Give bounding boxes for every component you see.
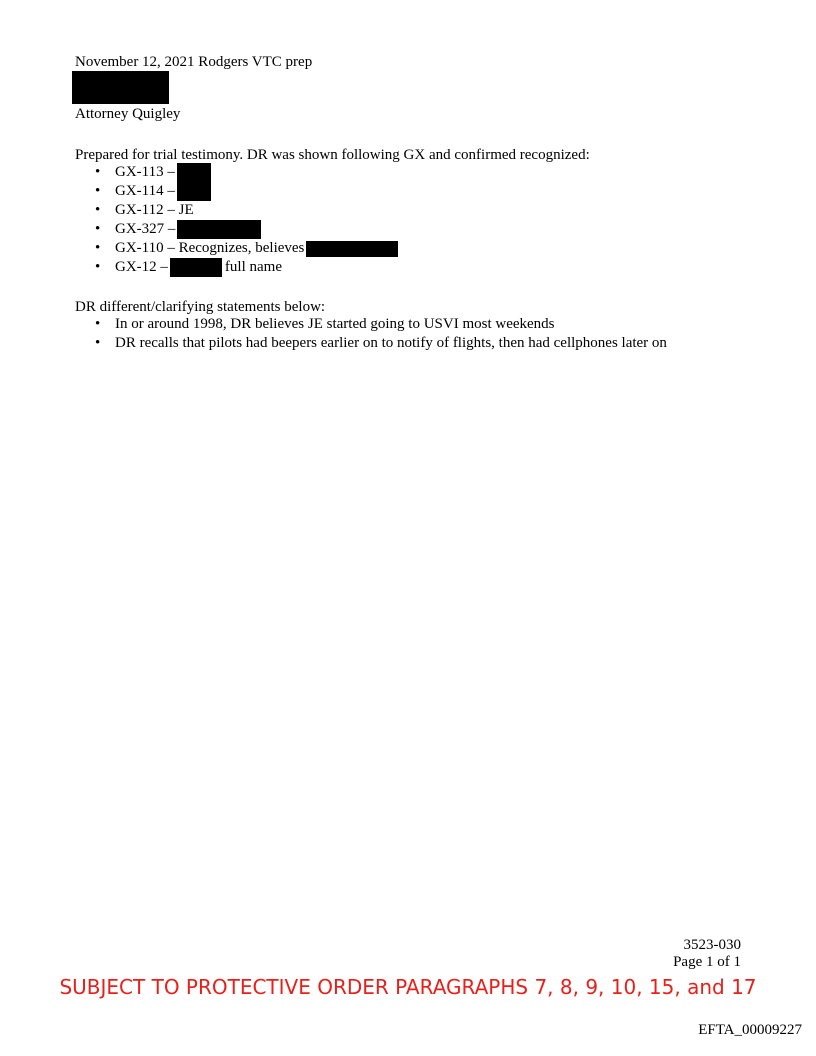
redaction-box: [72, 71, 169, 104]
footer-block: [673, 937, 741, 971]
exhibit-text: Recognizes, believes: [174, 240, 305, 256]
date-line: November 12, 2021 Rodgers VTC prep: [75, 54, 313, 70]
attendee-line: Attorney Quigley: [75, 106, 181, 122]
doc-number: 3523-030: [683, 937, 741, 953]
redaction-box: [177, 182, 211, 201]
statement-list: [75, 315, 675, 353]
list-item: [75, 201, 398, 220]
list-item: [75, 182, 398, 201]
intro-paragraph: Prepared for trial testimony. DR was shown following GX and confirmed recognized:: [75, 147, 590, 163]
bullet-icon: •: [95, 164, 101, 180]
redaction-box: [177, 220, 261, 239]
bullet-icon: •: [95, 221, 101, 237]
list-item: [75, 163, 398, 182]
redaction-box: [170, 258, 222, 277]
exhibit-text: full name: [224, 259, 282, 275]
exhibit-id: GX-114 –: [115, 183, 175, 199]
statements-heading: DR different/clarifying statements below:: [75, 299, 326, 315]
exhibit-id: GX-12 –: [115, 259, 168, 275]
exhibit-id: GX-112 –: [115, 202, 175, 218]
protective-order-banner: SUBJECT TO PROTECTIVE ORDER PARAGRAPHS 7, 8, 9, 10, 15, and 17: [59, 975, 757, 999]
statement-text: In or around 1998, DR believes JE started going to USVI most weekends: [115, 316, 555, 332]
list-item: [75, 258, 398, 277]
exhibit-id: GX-110 –: [115, 240, 175, 256]
list-item: [75, 220, 398, 239]
list-item: [75, 239, 398, 258]
list-item: [75, 334, 675, 353]
bullet-icon: •: [95, 183, 101, 199]
redaction-box: [306, 241, 398, 257]
redaction-box: [177, 163, 211, 182]
bullet-icon: •: [95, 259, 101, 275]
bullet-icon: •: [95, 335, 101, 351]
exhibit-text: JE: [174, 202, 194, 218]
exhibit-id: GX-113 –: [115, 164, 175, 180]
bullet-icon: •: [95, 240, 101, 256]
list-item: [75, 315, 675, 334]
bullet-icon: •: [95, 202, 101, 218]
statement-text: DR recalls that pilots had beepers earlier on to notify of flights, then had cellphones later on: [115, 335, 667, 351]
exhibit-id: GX-327 –: [115, 221, 176, 237]
bullet-icon: •: [95, 316, 101, 332]
bates-number: EFTA_00009227: [698, 1022, 802, 1038]
exhibit-list: [75, 163, 398, 277]
page-label: Page 1 of 1: [673, 954, 741, 970]
